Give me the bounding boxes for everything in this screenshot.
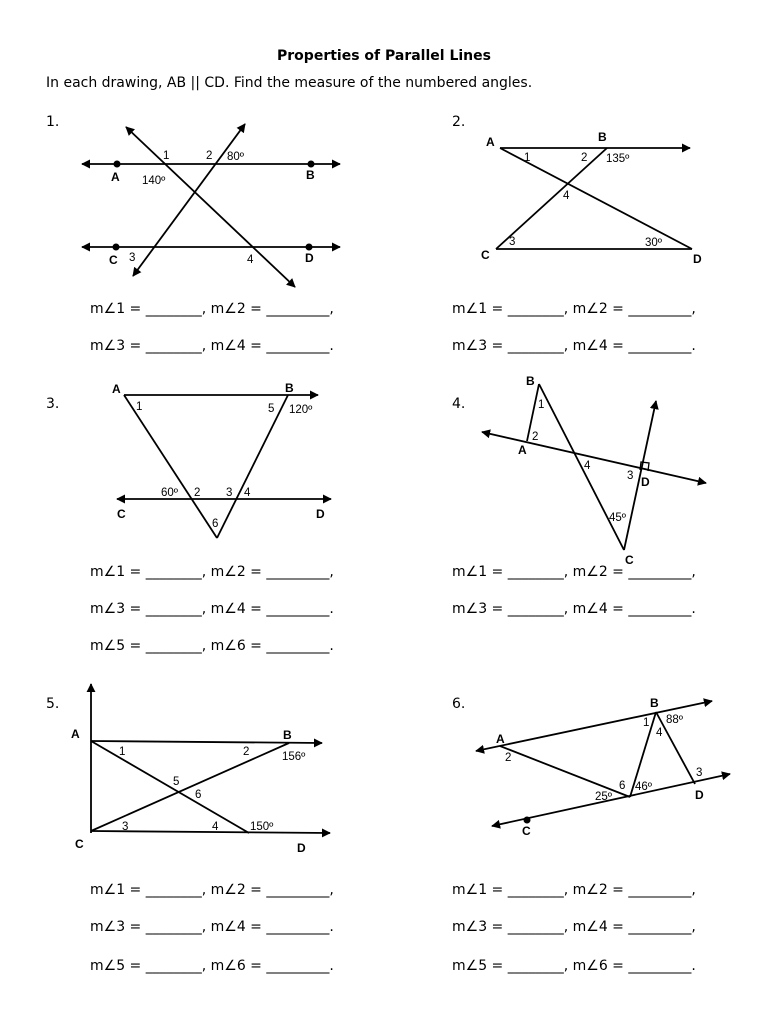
figure-6	[476, 701, 730, 826]
problem-number-4: 4.	[452, 396, 466, 412]
fig4-label-c: C	[625, 553, 634, 567]
fig2-label-b: B	[598, 130, 607, 144]
answer-line-1a: m∠1 = ________, m∠2 = _________,	[90, 301, 334, 317]
fig3-angle-6: 6	[212, 518, 219, 530]
fig4-label-b: B	[526, 374, 535, 388]
fig2-label-c: C	[481, 248, 490, 262]
answer-line-2b: m∠3 = ________, m∠4 = _________.	[452, 338, 696, 354]
problem-number-2: 2.	[452, 114, 466, 130]
answer-line-1b: m∠3 = ________, m∠4 = _________.	[90, 338, 334, 354]
fig6-angle-1: 1	[643, 717, 650, 729]
fig4-label-a: A	[518, 443, 527, 457]
fig6-given-25: 25º	[595, 791, 612, 803]
fig1-label-d: D	[305, 251, 314, 265]
answer-line-2a: m∠1 = ________, m∠2 = _________,	[452, 301, 696, 317]
fig2-angle-2: 2	[581, 152, 588, 164]
fig2-angle-1: 1	[524, 152, 531, 164]
fig5-angle-5: 5	[173, 776, 180, 788]
fig1-angle-3: 3	[129, 252, 136, 264]
fig6-point-c	[524, 817, 531, 824]
problem-number-5: 5.	[46, 696, 60, 712]
answer-line-3c: m∠5 = ________, m∠6 = _________.	[90, 638, 334, 654]
problem-number-6: 6.	[452, 696, 466, 712]
fig6-given-88: 88º	[666, 714, 683, 726]
fig5-label-d: D	[297, 841, 306, 855]
fig5-given-156: 156º	[282, 751, 306, 763]
fig5-angle-1: 1	[119, 746, 126, 758]
fig4-label-d: D	[641, 475, 650, 489]
fig5-angle-2: 2	[243, 746, 250, 758]
fig6-given-46: 46º	[635, 781, 652, 793]
fig1-label-a: A	[111, 170, 120, 184]
fig3-angle-3: 3	[226, 487, 233, 499]
fig3-angle-2: 2	[194, 487, 201, 499]
fig4-angle-3: 3	[627, 470, 634, 482]
fig6-label-d: D	[695, 788, 704, 802]
fig5-label-b: B	[283, 728, 292, 742]
problem-number-3: 3.	[46, 396, 60, 412]
fig6-label-b: B	[650, 696, 659, 710]
fig3-angle-5: 5	[268, 403, 275, 415]
fig2-label-d: D	[693, 252, 702, 266]
answer-line-5a: m∠1 = ________, m∠2 = _________,	[90, 882, 334, 898]
fig6-angle-4: 4	[656, 727, 663, 739]
fig3-label-a: A	[112, 382, 121, 396]
fig5-given-150: 150º	[250, 821, 274, 833]
fig5-angle-3: 3	[122, 821, 129, 833]
answer-line-4b: m∠3 = ________, m∠4 = _________.	[452, 601, 696, 617]
fig3-label-c: C	[117, 507, 126, 521]
fig5-angle-4: 4	[212, 821, 219, 833]
answer-line-6b: m∠3 = ________, m∠4 = _________,	[452, 919, 696, 935]
figure-1-points	[113, 161, 315, 251]
fig2-label-a: A	[486, 135, 495, 149]
problem-number-1: 1.	[46, 114, 60, 130]
fig6-angle-3: 3	[696, 767, 703, 779]
fig3-angle-1: 1	[136, 401, 143, 413]
fig4-angle-2: 2	[532, 431, 539, 443]
fig2-given-30: 30º	[645, 237, 662, 249]
answer-line-5c: m∠5 = ________, m∠6 = _________.	[90, 958, 334, 974]
fig4-angle-4: 4	[584, 460, 591, 472]
fig1-given-80: 80º	[227, 151, 244, 163]
instructions: In each drawing, AB || CD. Find the measure of the numbered angles.	[46, 75, 533, 91]
fig1-angle-2: 2	[206, 150, 213, 162]
fig3-label-d: D	[316, 507, 325, 521]
answer-line-5b: m∠3 = ________, m∠4 = _________.	[90, 919, 334, 935]
fig6-label-c: C	[522, 824, 531, 838]
fig1-angle-4: 4	[247, 254, 254, 266]
fig6-angle-2: 2	[505, 752, 512, 764]
fig6-angle-6: 6	[619, 780, 626, 792]
fig5-label-c: C	[75, 837, 84, 851]
worksheet-title: Properties of Parallel Lines	[277, 48, 491, 64]
fig1-label-b: B	[306, 168, 315, 182]
answer-line-3b: m∠3 = ________, m∠4 = _________.	[90, 601, 334, 617]
answer-line-6a: m∠1 = ________, m∠2 = _________,	[452, 882, 696, 898]
fig3-given-60: 60º	[161, 487, 178, 499]
figure-1	[82, 124, 340, 287]
fig2-angle-3: 3	[509, 236, 516, 248]
answer-line-4a: m∠1 = ________, m∠2 = _________,	[452, 564, 696, 580]
figure-3	[117, 395, 331, 538]
fig5-angle-6: 6	[195, 789, 202, 801]
fig3-given-120: 120º	[289, 404, 313, 416]
fig4-given-45: 45º	[609, 512, 626, 524]
answer-line-6c: m∠5 = ________, m∠6 = _________.	[452, 958, 696, 974]
fig6-label-a: A	[496, 732, 505, 746]
fig2-angle-4: 4	[563, 190, 570, 202]
fig3-angle-4: 4	[244, 487, 251, 499]
fig2-given-135: 135º	[606, 153, 630, 165]
fig1-label-c: C	[109, 253, 118, 267]
figure-4	[482, 384, 706, 550]
answer-line-3a: m∠1 = ________, m∠2 = _________,	[90, 564, 334, 580]
fig1-given-140: 140º	[142, 175, 166, 187]
fig1-angle-1: 1	[163, 150, 170, 162]
fig5-label-a: A	[71, 727, 80, 741]
fig4-angle-1: 1	[538, 399, 545, 411]
fig3-label-b: B	[285, 381, 294, 395]
